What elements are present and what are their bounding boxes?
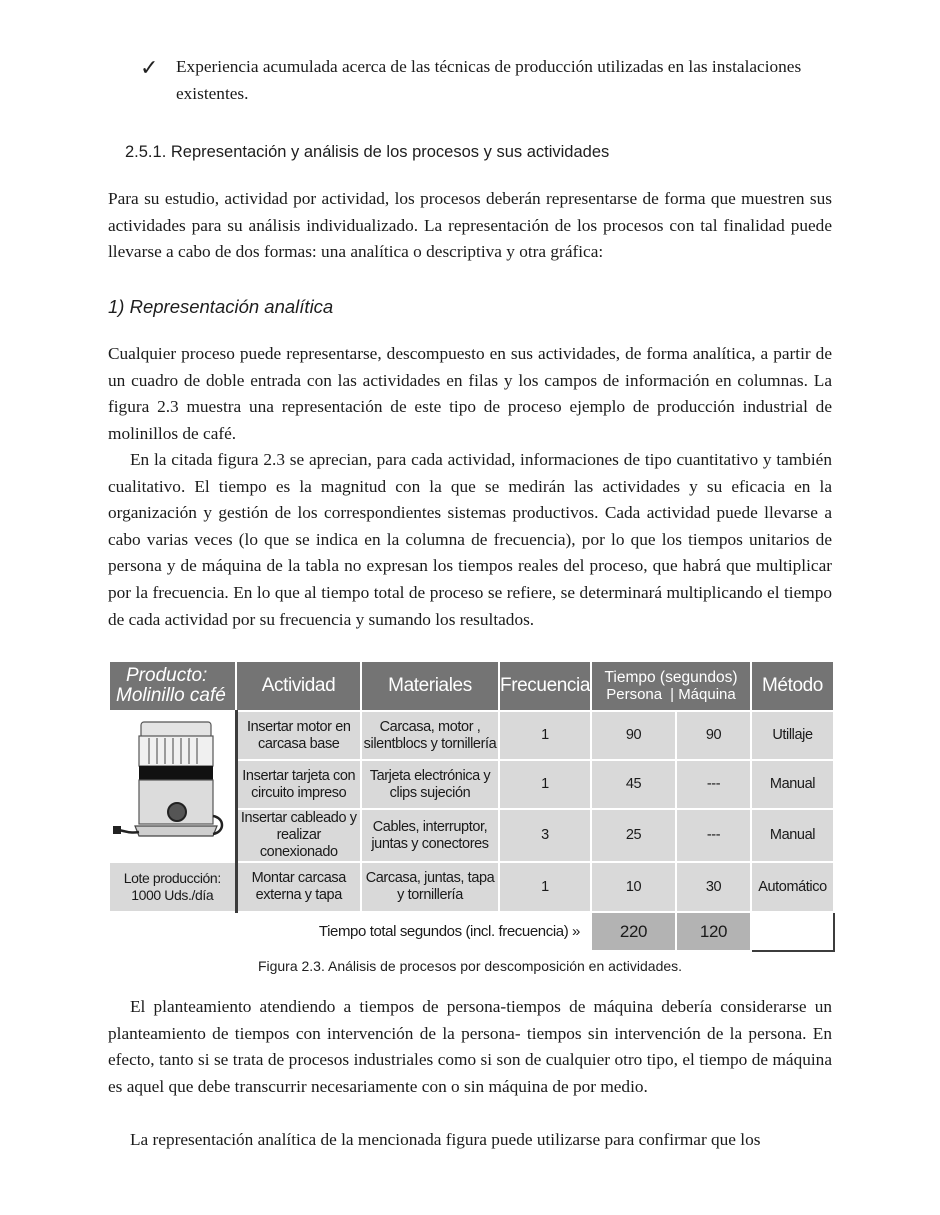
header-materiales: Materiales <box>361 661 499 711</box>
total-persona: 220 <box>591 912 676 951</box>
subheading: 1) Representación analítica <box>108 296 334 317</box>
section-heading: 2.5.1. Representación y análisis de los procesos y sus actividades <box>125 143 610 161</box>
cell-text: juntas y conectores <box>371 835 489 852</box>
cell-actividad <box>236 760 361 809</box>
cell-text: circuito impreso <box>251 784 347 801</box>
cell-actividad <box>236 809 361 862</box>
total-maquina: 120 <box>676 912 751 951</box>
table-row <box>109 711 834 760</box>
total-label: Tiempo total segundos (incl. frecuencia) » <box>109 912 591 951</box>
cell-materiales <box>361 711 499 760</box>
header-tiempo <box>591 661 751 711</box>
paragraph-2: Cualquier proceso puede representarse, descompuesto en sus actividades, de forma analítica, a partir de un cuadro de doble entrada con las actividades en filas y los campos de información en columnas. La figura 2.3 muestra una representación de este tipo de proceso ejemplo de producción industrial de molinillos de café. <box>108 344 832 443</box>
cell-text: Tarjeta electrónica y <box>369 767 491 784</box>
figure-caption: Figura 2.3. Análisis de procesos por descomposición en actividades. <box>257 958 683 974</box>
cell-frecuencia: 3 <box>499 809 591 862</box>
cell-text: Insertar tarjeta con <box>242 767 356 784</box>
cell-text: Insertar motor en <box>246 718 351 735</box>
header-producto-line2: Molinillo café <box>116 685 226 706</box>
paragraph-4: El planteamiento atendiendo a tiempos de persona-tiempos de máquina debería considerarse un planteamiento de tiempos con intervención de la persona- tiempos sin intervención de la persona. En efecto, tanto si se trata de procesos industriales como si son de cualquier otro tipo, el tiempo de máquina es aquel que debe transcurrir necesariamente con o sin máquina de por medio. <box>108 997 832 1096</box>
bullet-item <box>140 54 832 107</box>
cell-persona: 25 <box>591 809 676 862</box>
cell-metodo: Utillaje <box>751 711 834 760</box>
coffee-grinder-icon <box>113 714 231 854</box>
cell-text: externa y tapa <box>255 887 342 903</box>
cell-materiales <box>361 760 499 809</box>
cell-metodo: Manual <box>751 760 834 809</box>
cell-persona: 90 <box>591 711 676 760</box>
cell-maquina: --- <box>676 809 751 862</box>
cell-maquina: 30 <box>676 862 751 912</box>
cell-actividad <box>236 711 361 760</box>
header-metodo: Método <box>751 661 834 711</box>
table-header-row <box>109 661 834 711</box>
cell-text: realizar conexionado <box>259 827 338 860</box>
cell-text: Insertar cableado y <box>240 810 357 826</box>
cell-maquina: 90 <box>676 711 751 760</box>
process-table <box>108 660 835 952</box>
cell-text: y tornillería <box>397 887 463 903</box>
cell-frecuencia: 1 <box>499 711 591 760</box>
header-maquina: | Máquina <box>670 686 736 703</box>
lote-line2: 1000 Uds./día <box>131 887 214 903</box>
check-mark-icon: ✓ <box>140 56 159 81</box>
total-row <box>109 912 834 951</box>
process-table-figure <box>108 660 833 948</box>
cell-materiales <box>361 809 499 862</box>
paragraph-1: Para su estudio, actividad por actividad, los procesos deberán representarse de forma que muestren sus actividades para su análisis individualizado. La representación de los procesos con tal finalidad puede llevarse a cabo de dos formas: una analítica o descriptiva y otra gráfica: <box>108 189 832 262</box>
cell-text: clips sujeción <box>389 784 471 801</box>
cell-text: Carcasa, juntas, tapa <box>365 870 495 886</box>
paragraph-3: En la citada figura 2.3 se aprecian, para cada actividad, informaciones de tipo cuantitativo y también cualitativo. El tiempo es la magnitud con la que se medirán las actividades y su eficacia en la organización y gestión de los correspondientes sistemas productivos. Cada actividad puede llevarse a cabo varias veces (lo que se indica en la columna de frecuencia), por lo que los tiempos unitarios de persona y de máquina de la tabla no expresan los tiempos reales del proceso, que habrá que multiplicar por la frecuencia. En lo que al tiempo total de proceso se refiere, se determinará multiplicando el tiempo de cada actividad por su frecuencia y sumando los resultados. <box>108 450 832 629</box>
cell-persona: 45 <box>591 760 676 809</box>
cell-text: Carcasa, motor , <box>379 718 481 735</box>
paragraph-5: La representación analítica de la mencionada figura puede utilizarse para confirmar que los <box>130 1130 761 1149</box>
cell-text: carcasa base <box>258 735 340 752</box>
cell-text: Montar carcasa <box>251 870 346 886</box>
header-persona: Persona <box>606 686 663 703</box>
total-empty-cell <box>751 912 834 951</box>
cell-text: silentblocs y tornillería <box>363 735 497 752</box>
cell-metodo: Automático <box>751 862 834 912</box>
cell-metodo: Manual <box>751 809 834 862</box>
table-row <box>109 862 834 912</box>
product-image-cell <box>109 711 236 862</box>
header-tiempo-label: Tiempo (segundos) <box>604 669 738 686</box>
header-producto <box>109 661 236 711</box>
lote-line1: Lote producción: <box>123 870 221 886</box>
header-actividad: Actividad <box>236 661 361 711</box>
header-producto-line1: Producto: <box>126 665 208 686</box>
cell-frecuencia: 1 <box>499 862 591 912</box>
cell-persona: 10 <box>591 862 676 912</box>
bullet-text: Experiencia acumulada acerca de las técnicas de producción utilizadas en las instalaciones existentes. <box>176 57 802 103</box>
lote-cell <box>109 862 236 912</box>
header-frecuencia: Frecuencia <box>499 661 591 711</box>
cell-actividad <box>236 862 361 912</box>
cell-maquina: --- <box>676 760 751 809</box>
cell-materiales <box>361 862 499 912</box>
cell-frecuencia: 1 <box>499 760 591 809</box>
cell-text: Cables, interruptor, <box>372 818 488 835</box>
